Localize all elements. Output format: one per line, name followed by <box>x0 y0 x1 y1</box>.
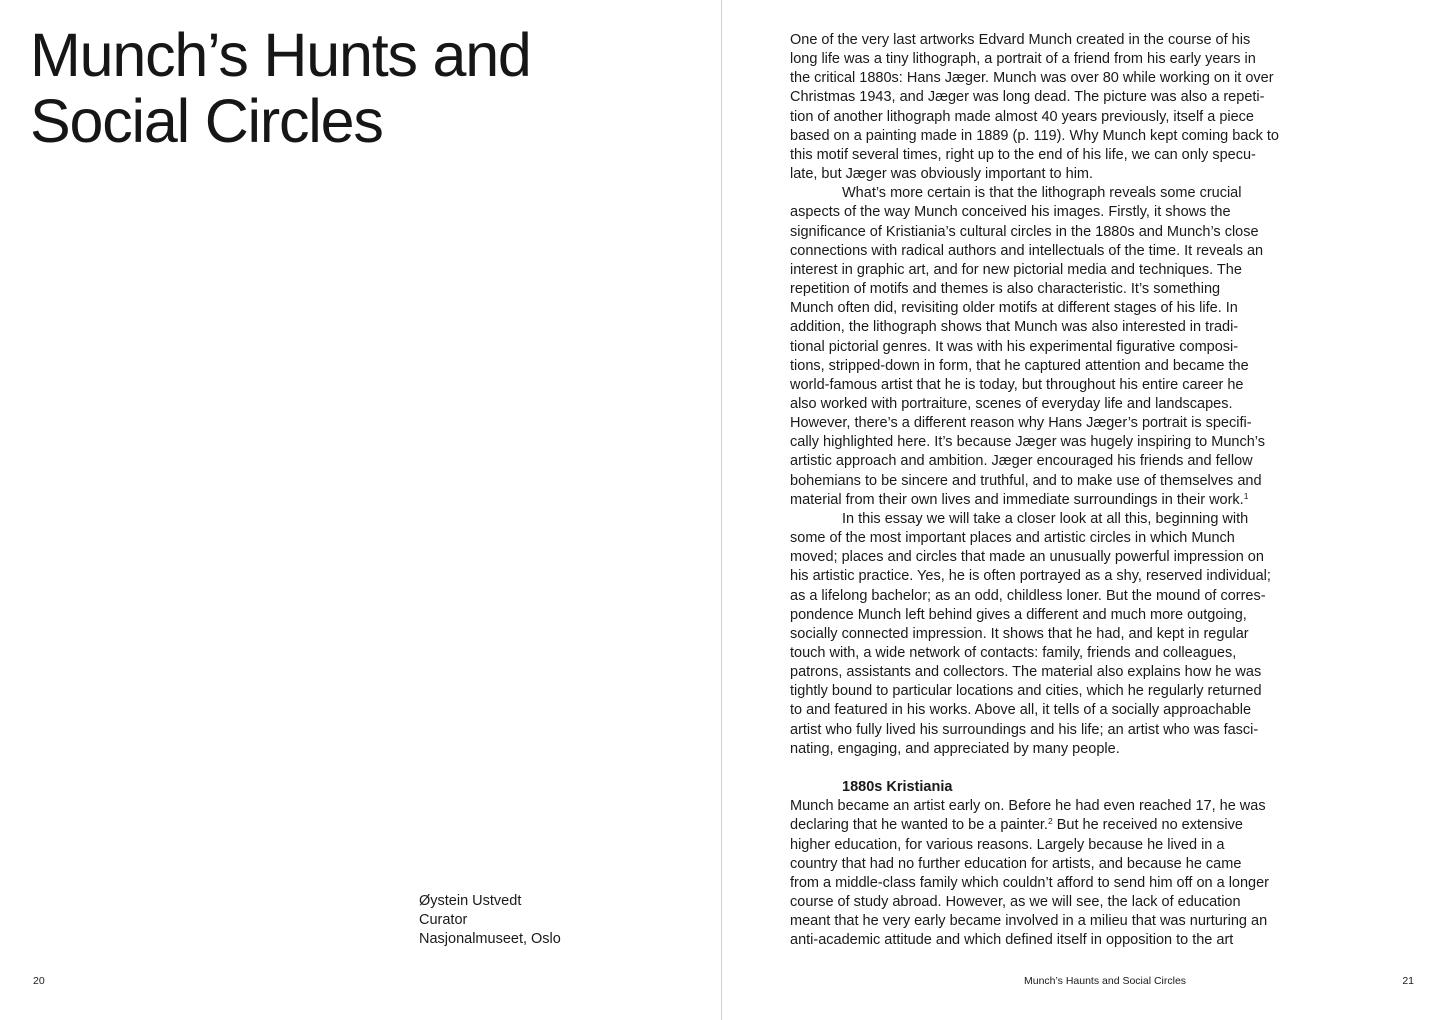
body-line-text: But he received no extensive <box>1052 817 1243 834</box>
section-heading: 1880s Kristiania <box>842 779 953 796</box>
page-number-right: 21 <box>1402 975 1414 987</box>
body-line: based on a painting made in 1889 (p. 119). Why Munch kept coming back to <box>790 127 1279 144</box>
body-line-text: declaring that he wanted to be a painter. <box>790 817 1048 834</box>
body-line: the critical 1880s: Hans Jæger. Munch was over 80 while working on it over <box>790 70 1274 87</box>
body-line: connections with radical authors and intellectuals of the time. It reveals an <box>790 242 1264 259</box>
body-line: moved; places and circles that made an unusually powerful impression on <box>790 549 1264 566</box>
body-line: artist who fully lived his surroundings and his life; an artist who was fasci- <box>790 721 1259 738</box>
essay-title <box>30 22 690 154</box>
body-line-with-footnote <box>790 491 1290 510</box>
body-line: tion of another lithograph made almost 40 years previously, itself a piece <box>790 108 1254 125</box>
body-line: to and featured in his works. Above all, it tells of a socially approachable <box>790 702 1252 719</box>
title-line-2: Social Circles <box>30 87 383 155</box>
body-line: touch with, a wide network of contacts: family, friends and colleagues, <box>790 645 1237 661</box>
body-line: tions, stripped-down in form, that he captured attention and became the <box>790 357 1249 374</box>
body-line: patrons, assistants and collectors. The material also explains how he was <box>790 664 1262 681</box>
body-line: some of the most important places and artistic circles in which Munch <box>790 530 1235 547</box>
body-line: tightly bound to particular locations and cities, which he regularly returned <box>790 683 1262 700</box>
footnote-mark-1: 1 <box>1243 490 1249 501</box>
footnote-mark-2: 2 <box>1047 816 1053 827</box>
page-number-left: 20 <box>33 975 45 987</box>
body-line: addition, the lithograph shows that Munch was also interested in tradi- <box>790 319 1239 336</box>
body-line: One of the very last artworks Edvard Munch created in the course of his <box>790 32 1251 48</box>
body-line: Munch often did, revisiting older motifs at different stages of his life. In <box>790 300 1238 317</box>
body-line: In this essay we will take a closer look at all this, beginning with <box>842 510 1249 527</box>
body-line: significance of Kristiania’s cultural circles in the 1880s and Munch’s close <box>790 223 1259 240</box>
body-line: higher education, for various reasons. Largely because he lived in a <box>790 836 1225 853</box>
body-line: bohemians to be sincere and truthful, and to make use of themselves and <box>790 472 1262 489</box>
body-line: his artistic practice. Yes, he is often portrayed as a shy, reserved individual; <box>790 568 1271 585</box>
body-line: cally highlighted here. It’s because Jæger was hugely inspiring to Munch’s <box>790 434 1266 451</box>
author-institution: Nasjonalmuseet, Oslo <box>419 931 561 948</box>
body-line: late, but Jæger was obviously important to him. <box>790 166 1094 183</box>
essay-body <box>790 31 1290 950</box>
body-line: Munch became an artist early on. Before he had even reached 17, he was <box>790 798 1266 815</box>
body-line: nating, engaging, and appreciated by many people. <box>790 740 1120 757</box>
body-line-text: material from their own lives and immediate surroundings in their work. <box>790 491 1244 508</box>
body-line: course of study abroad. However, as we will see, the lack of education <box>790 894 1241 911</box>
author-role: Curator <box>419 912 468 929</box>
right-page <box>722 0 1445 1020</box>
body-line: tional pictorial genres. It was with his experimental figurative composi- <box>790 338 1239 355</box>
body-line: pondence Munch left behind gives a different and much more outgoing, <box>790 606 1247 623</box>
body-line: artistic approach and ambition. Jæger encouraged his friends and fellow <box>790 453 1253 470</box>
body-line: long life was a tiny lithograph, a portrait of a friend from his early years in <box>790 51 1256 68</box>
body-line: as a lifelong bachelor; as an odd, childless loner. But the mound of corres- <box>790 587 1266 604</box>
body-line-with-footnote <box>790 816 1290 835</box>
body-line: from a middle-class family which couldn’t afford to send him off on a longer <box>790 874 1270 891</box>
body-line: Christmas 1943, and Jæger was long dead. The picture was also a repeti- <box>790 89 1265 106</box>
body-line: anti-academic attitude and which defined itself in opposition to the art <box>790 932 1234 949</box>
body-line: meant that he very early became involved in a milieu that was nurturing an <box>790 913 1268 930</box>
left-page <box>0 0 721 1020</box>
body-line: What’s more certain is that the lithograph reveals some crucial <box>842 185 1242 202</box>
body-line: country that had no further education for artists, and because he came <box>790 855 1242 872</box>
author-block <box>419 892 561 950</box>
body-line: However, there’s a different reason why Hans Jæger’s portrait is specifi- <box>790 415 1252 432</box>
author-name: Øystein Ustvedt <box>419 893 522 909</box>
body-line: repetition of motifs and themes is also characteristic. It’s something <box>790 281 1221 298</box>
running-head: Munch’s Haunts and Social Circles <box>1024 975 1187 987</box>
body-line: world-famous artist that he is today, but throughout his entire career he <box>790 376 1244 393</box>
body-line: this motif several times, right up to the end of his life, we can only specu- <box>790 146 1256 163</box>
body-line: aspects of the way Munch conceived his images. Firstly, it shows the <box>790 204 1231 221</box>
paragraph-spacer <box>790 759 1290 778</box>
body-line: socially connected impression. It shows that he had, and kept in regular <box>790 625 1249 642</box>
title-line-1: Munch’s Hunts and <box>30 21 531 89</box>
body-line: also worked with portraiture, scenes of everyday life and landscapes. <box>790 395 1233 412</box>
body-line: interest in graphic art, and for new pictorial media and techniques. The <box>790 261 1242 278</box>
